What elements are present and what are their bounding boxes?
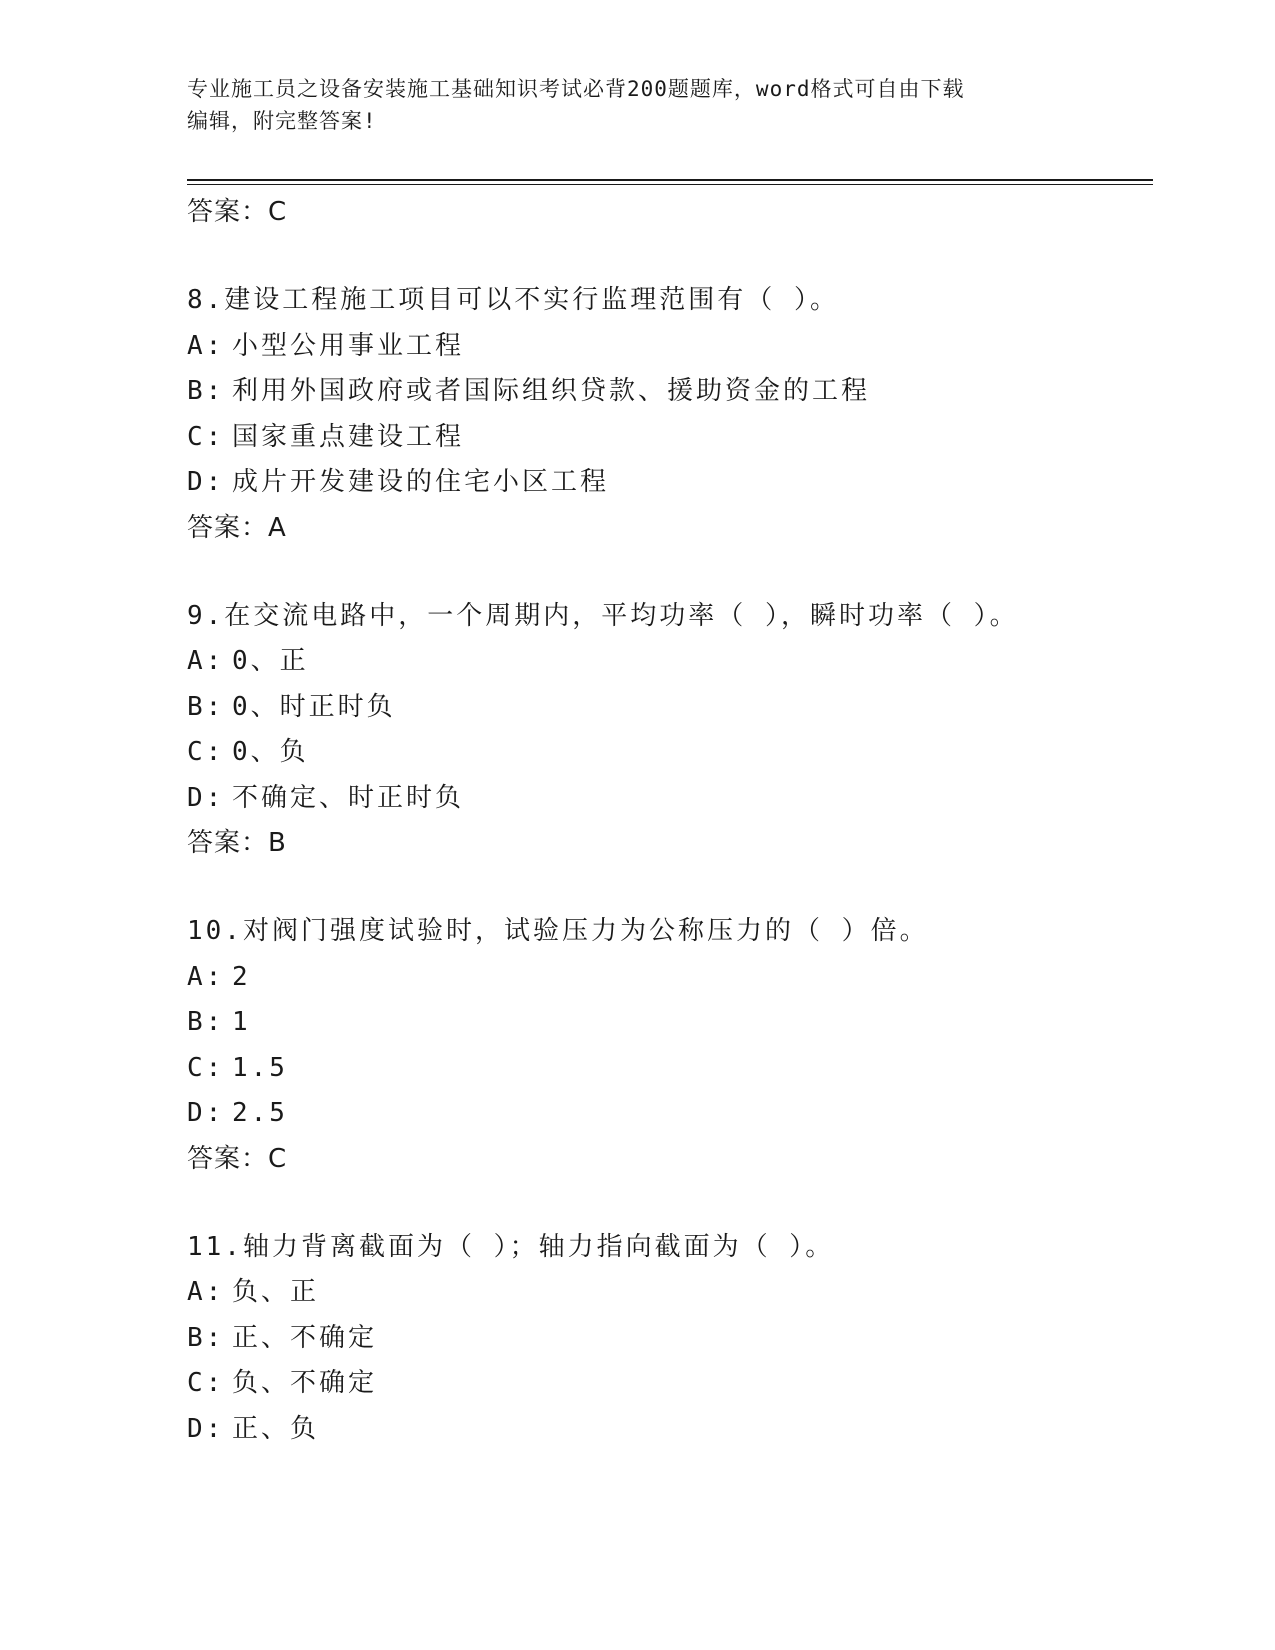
option-text: 2.5 bbox=[232, 1098, 288, 1128]
option-key: D: bbox=[187, 1098, 225, 1128]
option-key: C: bbox=[187, 737, 225, 767]
option-text: 不确定、时正时负 bbox=[232, 782, 465, 813]
option-a bbox=[187, 639, 1147, 685]
option-key: A: bbox=[187, 1277, 225, 1307]
option-key: D: bbox=[187, 1413, 225, 1444]
option-text: 成片开发建设的住宅小区工程 bbox=[232, 467, 610, 497]
question-text: 9.在交流电路中，一个周期内，平均功率（ ），瞬时功率（ ）。 bbox=[187, 600, 1019, 631]
option-key: D: bbox=[187, 467, 225, 497]
answer: 答案：C bbox=[187, 1143, 288, 1174]
option-b bbox=[187, 369, 1147, 415]
option-key: B: bbox=[187, 1007, 225, 1037]
page-header bbox=[187, 73, 1087, 137]
option-b bbox=[187, 1000, 1147, 1046]
option-text: 负、正 bbox=[232, 1277, 320, 1307]
option-d bbox=[187, 460, 1147, 506]
question-text: 8.建设工程施工项目可以不实行监理范围有（ ）。 bbox=[187, 285, 839, 315]
header-line-1: 专业施工员之设备安装施工基础知识考试必背200题题库，word格式可自由下载 bbox=[187, 77, 965, 101]
option-key: B: bbox=[187, 1322, 225, 1353]
option-key: A: bbox=[187, 646, 225, 676]
option-c bbox=[187, 1361, 1147, 1407]
option-text: 1.5 bbox=[232, 1052, 288, 1083]
answer: 答案：A bbox=[187, 512, 287, 543]
question-9 bbox=[187, 594, 1147, 866]
option-key: A: bbox=[187, 961, 225, 992]
option-text: 正、不确定 bbox=[232, 1322, 378, 1353]
option-d bbox=[187, 1407, 1147, 1453]
option-d bbox=[187, 776, 1147, 822]
option-a bbox=[187, 324, 1147, 370]
option-text: 0、正 bbox=[232, 646, 309, 676]
option-a bbox=[187, 955, 1147, 1001]
option-key: C: bbox=[187, 421, 225, 452]
option-text: 小型公用事业工程 bbox=[232, 330, 465, 361]
option-a bbox=[187, 1270, 1147, 1316]
header-line-2: 编辑，附完整答案! bbox=[187, 109, 377, 133]
option-b bbox=[187, 1316, 1147, 1362]
option-text: 0、时正时负 bbox=[232, 691, 396, 722]
option-key: D: bbox=[187, 782, 225, 813]
option-text: 1 bbox=[232, 1007, 251, 1037]
question-11 bbox=[187, 1225, 1147, 1453]
header-divider bbox=[187, 179, 1153, 181]
answer: 答案：B bbox=[187, 828, 287, 858]
option-key: B: bbox=[187, 376, 225, 406]
question-text: 10.对阀门强度试验时，试验压力为公称压力的（ ）倍。 bbox=[187, 916, 929, 946]
option-text: 国家重点建设工程 bbox=[232, 421, 465, 452]
previous-answer: 答案：C bbox=[187, 197, 288, 227]
option-c bbox=[187, 415, 1147, 461]
option-key: C: bbox=[187, 1368, 225, 1398]
option-text: 0、负 bbox=[232, 737, 309, 767]
option-key: C: bbox=[187, 1052, 225, 1083]
header-divider-thin bbox=[187, 184, 1153, 185]
option-b bbox=[187, 685, 1147, 731]
option-key: A: bbox=[187, 330, 225, 361]
option-c bbox=[187, 730, 1147, 776]
question-text: 11.轴力背离截面为（ ）；轴力指向截面为（ ）。 bbox=[187, 1231, 835, 1262]
option-text: 负、不确定 bbox=[232, 1368, 378, 1398]
option-text: 利用外国政府或者国际组织贷款、援助资金的工程 bbox=[232, 376, 871, 406]
question-10 bbox=[187, 909, 1147, 1181]
option-key: B: bbox=[187, 691, 225, 722]
option-d bbox=[187, 1091, 1147, 1137]
option-text: 正、负 bbox=[232, 1413, 320, 1444]
option-text: 2 bbox=[232, 961, 251, 992]
question-list bbox=[187, 190, 1147, 1452]
option-c bbox=[187, 1046, 1147, 1092]
question-8 bbox=[187, 278, 1147, 550]
